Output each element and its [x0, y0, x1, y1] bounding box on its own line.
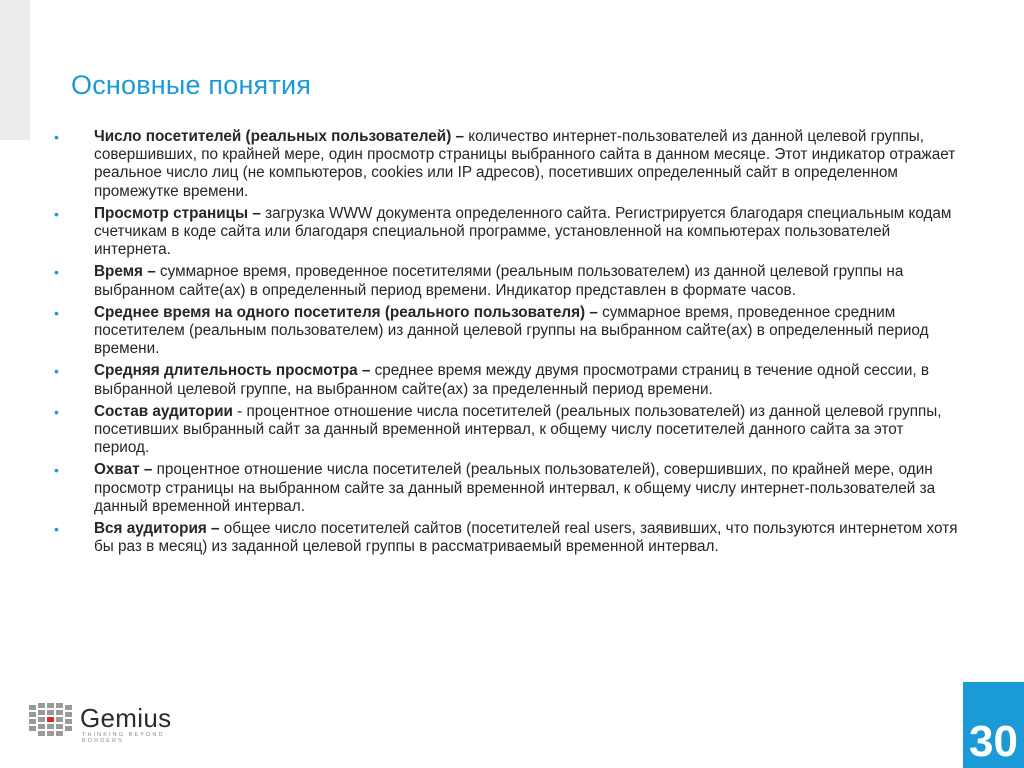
- item-term: Среднее время на одного посетителя (реального пользователя) –: [94, 303, 598, 321]
- side-decor-panel: [0, 0, 30, 140]
- bullet-icon: •: [54, 205, 59, 222]
- list-item: [54, 205, 959, 260]
- logo-wordmark: Gemius: [80, 703, 172, 733]
- item-term: Состав аудитории: [94, 402, 233, 420]
- list-item: [54, 461, 959, 516]
- bullet-icon: •: [54, 129, 59, 145]
- list-item: [54, 520, 959, 556]
- bullet-icon: •: [54, 403, 59, 420]
- gemius-logo: [28, 701, 198, 744]
- item-term: Охват –: [94, 461, 153, 479]
- bullet-icon: •: [54, 304, 59, 321]
- list-item: [54, 403, 959, 458]
- item-text: общее число посетителей сайтов (посетителей real users, заявивших, что пользуются интернетом хотя бы раз в месяц) из заданной целевой группы в рассматриваемый временной интервал.: [94, 520, 958, 556]
- bullet-icon: •: [54, 363, 59, 380]
- logo-red-square: [47, 717, 54, 722]
- item-text: процентное отношение числа посетителей (реальных пользователей), совершивших, по крайней мере, один просмотр страницы на выбранном сайте за данный временной интервал, к общему числу интернет-пользователей за данный временной интервал.: [94, 461, 936, 515]
- item-text: среднее время между двумя просмотрами страниц в течение одной сессии, в выбранной целевой группе, на выбранном сайте(ах) за пределенный период времени.: [94, 362, 930, 398]
- list-item: [54, 304, 959, 359]
- gemius-logo-icon: [28, 701, 78, 739]
- bullet-icon: •: [54, 462, 59, 479]
- page-number: 30: [963, 682, 1024, 768]
- item-term: Средняя длительность просмотра –: [94, 362, 371, 380]
- item-text: - процентное отношение числа посетителей (реальных пользователей) из данной целевой группы, посетивших выбранный сайт за данный временной интервал, к общему числу посетителей данного сайта за этот период.: [94, 402, 942, 457]
- item-term: Число посетителей (реальных пользователей) –: [94, 128, 465, 145]
- logo-tagline: THINKING BEYOND BORDERS: [82, 732, 165, 744]
- bullet-icon: •: [54, 264, 59, 281]
- item-term: Время –: [94, 263, 156, 281]
- item-text: количество интернет-пользователей из данной целевой группы, совершивших, по крайней мере, один просмотр страницы выбранного сайта в данном месяце. Этот индикатор отражает реальное число лиц (не компьютеров, cookies или IP адресов), посетивших определенный сайт в определенном промежутке времени.: [94, 128, 956, 200]
- item-term: Просмотр страницы –: [94, 204, 261, 222]
- list-item: [54, 263, 959, 299]
- item-term: Вся аудитория –: [94, 520, 220, 538]
- item-text: загрузка WWW документа определенного сайта. Регистрируется благодаря специальным кодам счетчикам в коде сайта или благодаря специальной программе, установленной на компьютерах пользователей интернета.: [94, 204, 952, 259]
- list-item: [54, 362, 959, 398]
- list-item: [54, 128, 959, 201]
- item-text: суммарное время, проведенное средним посетителем (реальным пользователем) из данной целевой группы на выбранном сайте(ах) в определенный период времени.: [94, 303, 929, 358]
- bullet-icon: •: [54, 521, 59, 538]
- definitions-list: [54, 128, 959, 560]
- item-text: суммарное время, проведенное посетителями (реальным пользователем) из данной целевой группы на выбранном сайте(ах) в определенный период времени. Индикатор представлен в формате часов.: [94, 263, 904, 299]
- slide-title: Основные понятия: [71, 70, 312, 100]
